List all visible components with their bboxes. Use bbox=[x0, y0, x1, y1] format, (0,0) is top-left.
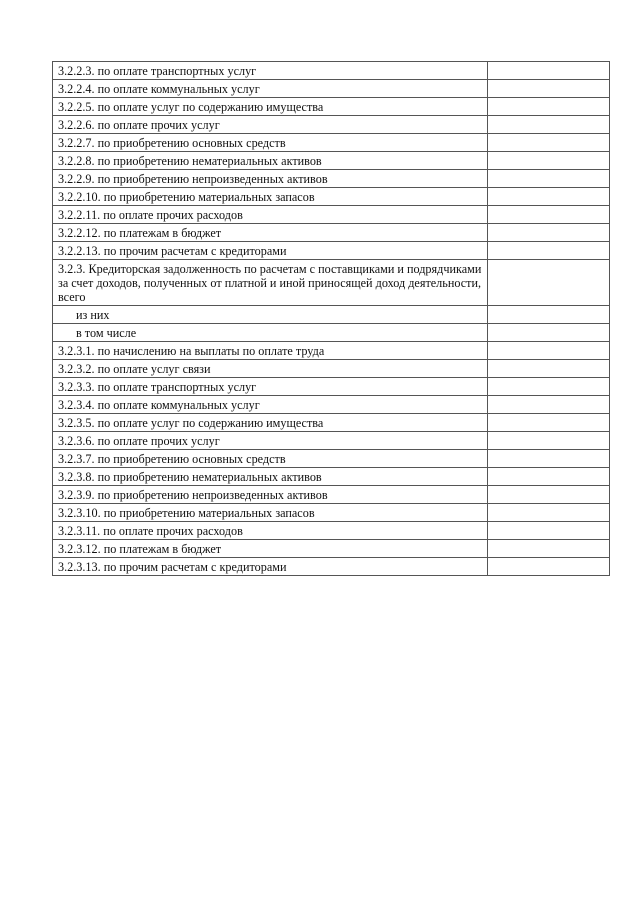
row-value-cell[interactable] bbox=[488, 62, 610, 80]
row-value-cell[interactable] bbox=[488, 360, 610, 378]
row-value-cell[interactable] bbox=[488, 152, 610, 170]
row-label: 3.2.2.4. по оплате коммунальных услуг bbox=[53, 80, 488, 98]
table-row bbox=[53, 378, 610, 396]
row-label: 3.2.2.10. по приобретению материальных запасов bbox=[53, 188, 488, 206]
row-value-cell[interactable] bbox=[488, 396, 610, 414]
row-label: 3.2.2.8. по приобретению нематериальных активов bbox=[53, 152, 488, 170]
row-label: 3.2.3.4. по оплате коммунальных услуг bbox=[53, 396, 488, 414]
row-label: 3.2.3.13. по прочим расчетам с кредиторами bbox=[53, 558, 488, 576]
row-label: 3.2.3.7. по приобретению основных средств bbox=[53, 450, 488, 468]
payables-table bbox=[52, 61, 610, 576]
row-value-cell[interactable] bbox=[488, 342, 610, 360]
table-row bbox=[53, 324, 610, 342]
row-label: 3.2.2.11. по оплате прочих расходов bbox=[53, 206, 488, 224]
row-label: 3.2.2.12. по платежам в бюджет bbox=[53, 224, 488, 242]
row-value-cell[interactable] bbox=[488, 432, 610, 450]
row-label: из них bbox=[53, 306, 488, 324]
table-row bbox=[53, 242, 610, 260]
table-row bbox=[53, 170, 610, 188]
row-value-cell[interactable] bbox=[488, 450, 610, 468]
row-value-cell[interactable] bbox=[488, 324, 610, 342]
table-row bbox=[53, 206, 610, 224]
row-value-cell[interactable] bbox=[488, 134, 610, 152]
row-value-cell[interactable] bbox=[488, 522, 610, 540]
table-row bbox=[53, 468, 610, 486]
table-row bbox=[53, 80, 610, 98]
row-value-cell[interactable] bbox=[488, 170, 610, 188]
row-label: 3.2.2.13. по прочим расчетам с кредиторами bbox=[53, 242, 488, 260]
table-row bbox=[53, 522, 610, 540]
row-value-cell[interactable] bbox=[488, 260, 610, 306]
row-label: 3.2.2.6. по оплате прочих услуг bbox=[53, 116, 488, 134]
table-row bbox=[53, 306, 610, 324]
row-label: 3.2.2.9. по приобретению непроизведенных активов bbox=[53, 170, 488, 188]
row-label: 3.2.3.9. по приобретению непроизведенных активов bbox=[53, 486, 488, 504]
table-row bbox=[53, 558, 610, 576]
row-value-cell[interactable] bbox=[488, 414, 610, 432]
row-label: 3.2.3.5. по оплате услуг по содержанию имущества bbox=[53, 414, 488, 432]
table-row bbox=[53, 486, 610, 504]
table-row bbox=[53, 188, 610, 206]
table-row bbox=[53, 260, 610, 306]
row-label: 3.2.3. Кредиторская задолженность по расчетам с поставщиками и подрядчиками за счет доходов, полученных от платной и иной приносящей доход деятельности, всего bbox=[53, 260, 488, 306]
row-label: 3.2.2.7. по приобретению основных средств bbox=[53, 134, 488, 152]
table-row bbox=[53, 432, 610, 450]
row-value-cell[interactable] bbox=[488, 224, 610, 242]
table-row bbox=[53, 62, 610, 80]
row-label: 3.2.2.5. по оплате услуг по содержанию имущества bbox=[53, 98, 488, 116]
table-row bbox=[53, 98, 610, 116]
row-label: 3.2.2.3. по оплате транспортных услуг bbox=[53, 62, 488, 80]
row-value-cell[interactable] bbox=[488, 98, 610, 116]
row-label: 3.2.3.10. по приобретению материальных запасов bbox=[53, 504, 488, 522]
row-label: 3.2.3.3. по оплате транспортных услуг bbox=[53, 378, 488, 396]
row-label: в том числе bbox=[53, 324, 488, 342]
table-row bbox=[53, 152, 610, 170]
row-label: 3.2.3.2. по оплате услуг связи bbox=[53, 360, 488, 378]
row-value-cell[interactable] bbox=[488, 504, 610, 522]
row-value-cell[interactable] bbox=[488, 188, 610, 206]
table-row bbox=[53, 540, 610, 558]
table-row bbox=[53, 224, 610, 242]
row-label: 3.2.3.8. по приобретению нематериальных активов bbox=[53, 468, 488, 486]
table-row bbox=[53, 116, 610, 134]
payables-table-body bbox=[53, 62, 610, 576]
row-value-cell[interactable] bbox=[488, 468, 610, 486]
row-value-cell[interactable] bbox=[488, 558, 610, 576]
table-row bbox=[53, 414, 610, 432]
table-row bbox=[53, 396, 610, 414]
row-value-cell[interactable] bbox=[488, 306, 610, 324]
row-value-cell[interactable] bbox=[488, 242, 610, 260]
row-value-cell[interactable] bbox=[488, 206, 610, 224]
row-value-cell[interactable] bbox=[488, 486, 610, 504]
row-value-cell[interactable] bbox=[488, 80, 610, 98]
row-value-cell[interactable] bbox=[488, 378, 610, 396]
row-label: 3.2.3.1. по начислению на выплаты по оплате труда bbox=[53, 342, 488, 360]
row-label: 3.2.3.11. по оплате прочих расходов bbox=[53, 522, 488, 540]
row-label: 3.2.3.6. по оплате прочих услуг bbox=[53, 432, 488, 450]
row-value-cell[interactable] bbox=[488, 116, 610, 134]
table-row bbox=[53, 450, 610, 468]
table-row bbox=[53, 342, 610, 360]
row-value-cell[interactable] bbox=[488, 540, 610, 558]
table-row bbox=[53, 134, 610, 152]
row-label: 3.2.3.12. по платежам в бюджет bbox=[53, 540, 488, 558]
table-row bbox=[53, 360, 610, 378]
table-row bbox=[53, 504, 610, 522]
